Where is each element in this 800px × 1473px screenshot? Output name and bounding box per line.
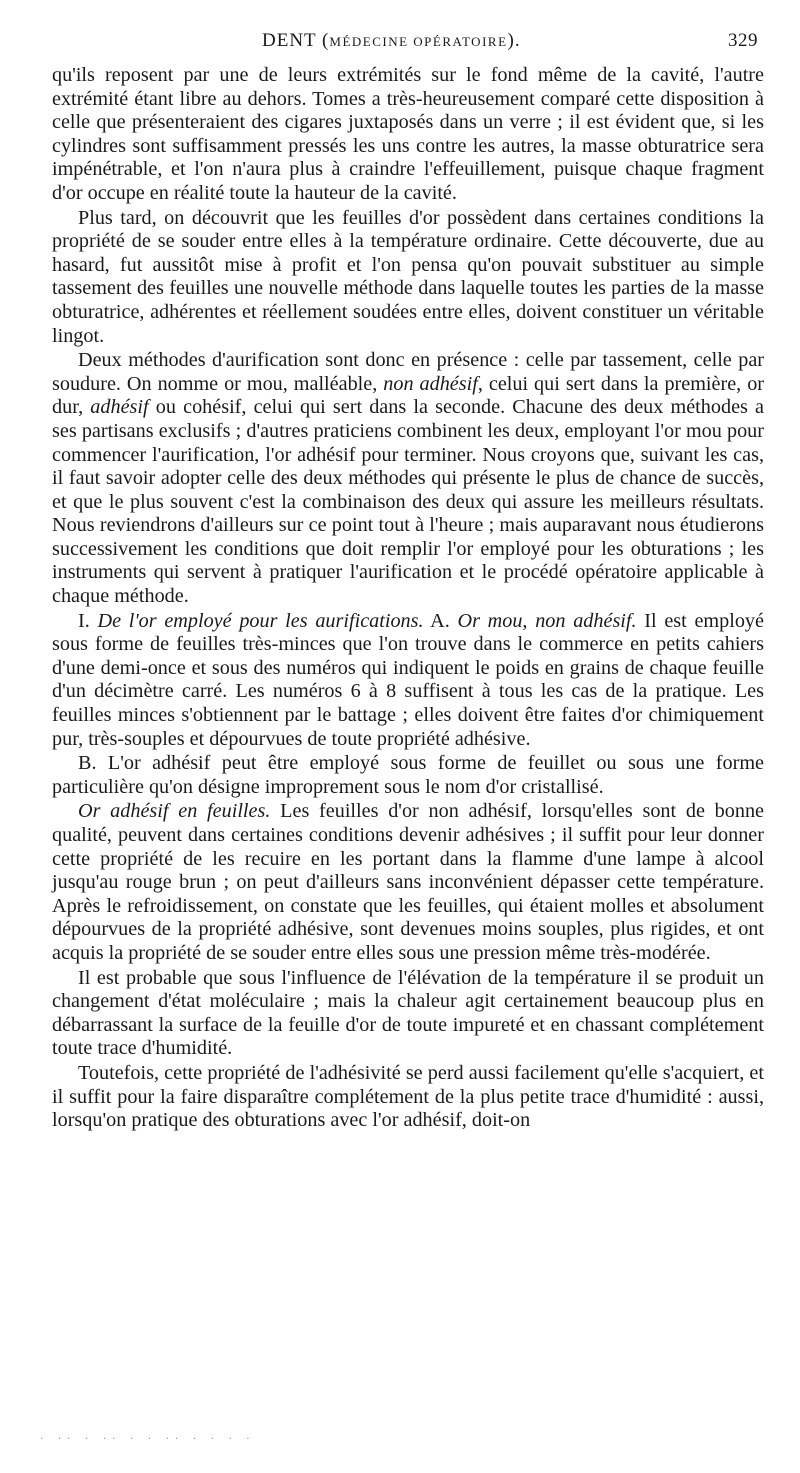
subsection-heading: Or mou, non adhésif. [457,609,637,632]
section-heading: De l'or employé pour les aurifications. [97,609,424,632]
paragraph-text: ou cohésif, celui qui sert dans la seconde. Chacune des deux méthodes a ses partisans exclusifs ; d'autres praticiens combinent les deux, employant l'or mou pour commencer l'aurification, l'or adhésif pour terminer. Nous croyons que, suivant les cas, il faut savoir adopter celle des deux méthodes qui présente le plus de chance de succès, et que le plus souvent c'est la combinaison des deux qui assure les meilleurs résultats. Nous reviendrons d'ailleurs sur ce point tout à l'heure ; mais auparavant nous étudierons successivement les conditions que doit remplir l'or employé pour les obturations ; les instruments qui servent à pratiquer l'aurification et le procédé opératoire applicable à chaque méthode. [52,396,764,608]
paragraph-2 [52,207,764,349]
paragraph-text: Il est employé sous forme de feuilles très-minces que l'on trouve dans le commerce en petits cahiers d'une demi-once et sous des numéros qui indiquent le poids en grains de chaque feuille d'un décimètre carré. Les numéros 6 à 8 suffisent à tous les cas de la pratique. Les feuilles minces s'obtiennent par le battage ; elles doivent être faites d'or chimiquement pur, très-souples et dépourvues de toute propriété adhésive. [52,609,764,750]
paragraph-7 [52,967,764,1061]
paragraph-text: Les feuilles d'or non adhésif, lorsqu'elles sont de bonne qualité, peuvent dans certaines conditions devenir adhésives ; il suffit pour leur donner cette propriété de les recuire en les portant dans la flamme d'une lampe à alcool jusqu'au rouge brun ; on peut d'ailleurs sans inconvénient dépasser cette température. Après le refroidissement, on constate que les feuilles, qui étaient molles et absolument dépourvues de la propriété adhésive, sont devenues moins souples, plus rigides, et ont acquis la propriété de se souder entre elles sous une pression même très-modérée. [52,800,765,964]
paragraph-text: qu'ils reposent par une de leurs extrémités sur le fond même de la cavité, l'autre extrémité étant libre au dehors. Tomes a très-heureusement comparé cette disposition à celle que présenteraient des cigares juxtaposés dans un verre ; il est évident que, si les cylindres sont suffisamment pressés les uns contre les autres, la masse obturatrice sera impénétrable, et l'on n'aura plus à craindre l'effeuillement, puisque chaque fragment d'or occupe en réalité toute la hauteur de la cavité. [52,64,764,204]
paragraph-1 [52,64,764,206]
paragraph-text: Deux méthodes d'aurification sont donc en présence : celle par tassement, celle par soudure. On nomme or mou, malléable, [52,349,764,395]
paragraph-6 [52,800,764,965]
running-title-subject: MÉDECINE OPÉRATOIRE [329,34,508,49]
page-number: 329 [728,30,758,51]
paragraph-text: Toutefois, cette propriété de l'adhésivité se perd aussi facilement qu'elle s'acquiert, et il suffit pour la faire disparaître complétement de la plus petite trace d'humidité : aussi, lorsqu'on pratique des obturations avec l'or adhésif, doit-on [52,1061,764,1132]
running-title-main: DENT ( [262,30,330,51]
paragraph-5 [52,752,764,799]
running-header [0,30,800,56]
section-number: I. [78,609,98,632]
body-text [52,64,764,1133]
paragraph-text: Plus tard, on découvrit que les feuilles d'or possèdent dans certaines conditions la propriété de se souder entre elles à la température ordinaire. Cette découverte, due au hasard, fut aussitôt mise à profit et l'on pensa qu'on pouvait substituer au simple tassement des feuilles une nouvelle méthode dans laquelle toutes les parties de la masse obturatrice, adhérentes et réellement soudées entre elles, doivent constituer un véritable lingot. [52,206,764,347]
subsection-heading: Or adhésif en feuilles. [78,800,271,823]
italic-term-non-adhesif: non adhésif [383,372,478,395]
subsection-letter: A. [423,609,458,632]
paragraph-4 [52,610,764,752]
paragraph-8 [52,1062,764,1133]
paragraph-3 [52,349,764,609]
paragraph-text: , celui qui sert dans la première, or dur, [52,372,765,419]
scan-specks: · ·· · ·· · · ·· · · · · [40,1434,256,1444]
paragraph-text: Il est probable que sous l'influence de l'élévation de la température il se produit un changement d'état moléculaire ; mais la chaleur agit certainement beaucoup plus en débarrassant la surface de la feuille d'or de toute impureté et en chassant complétement toute trace d'humidité. [52,966,764,1060]
italic-term-adhesif: adhésif [90,396,149,419]
paragraph-text: B. L'or adhésif peut être employé sous forme de feuillet ou sous une forme particulière qu'on désigne improprement sous le nom d'or cristallisé. [52,752,764,798]
running-title-close: ). [507,30,521,51]
running-title [262,30,521,52]
